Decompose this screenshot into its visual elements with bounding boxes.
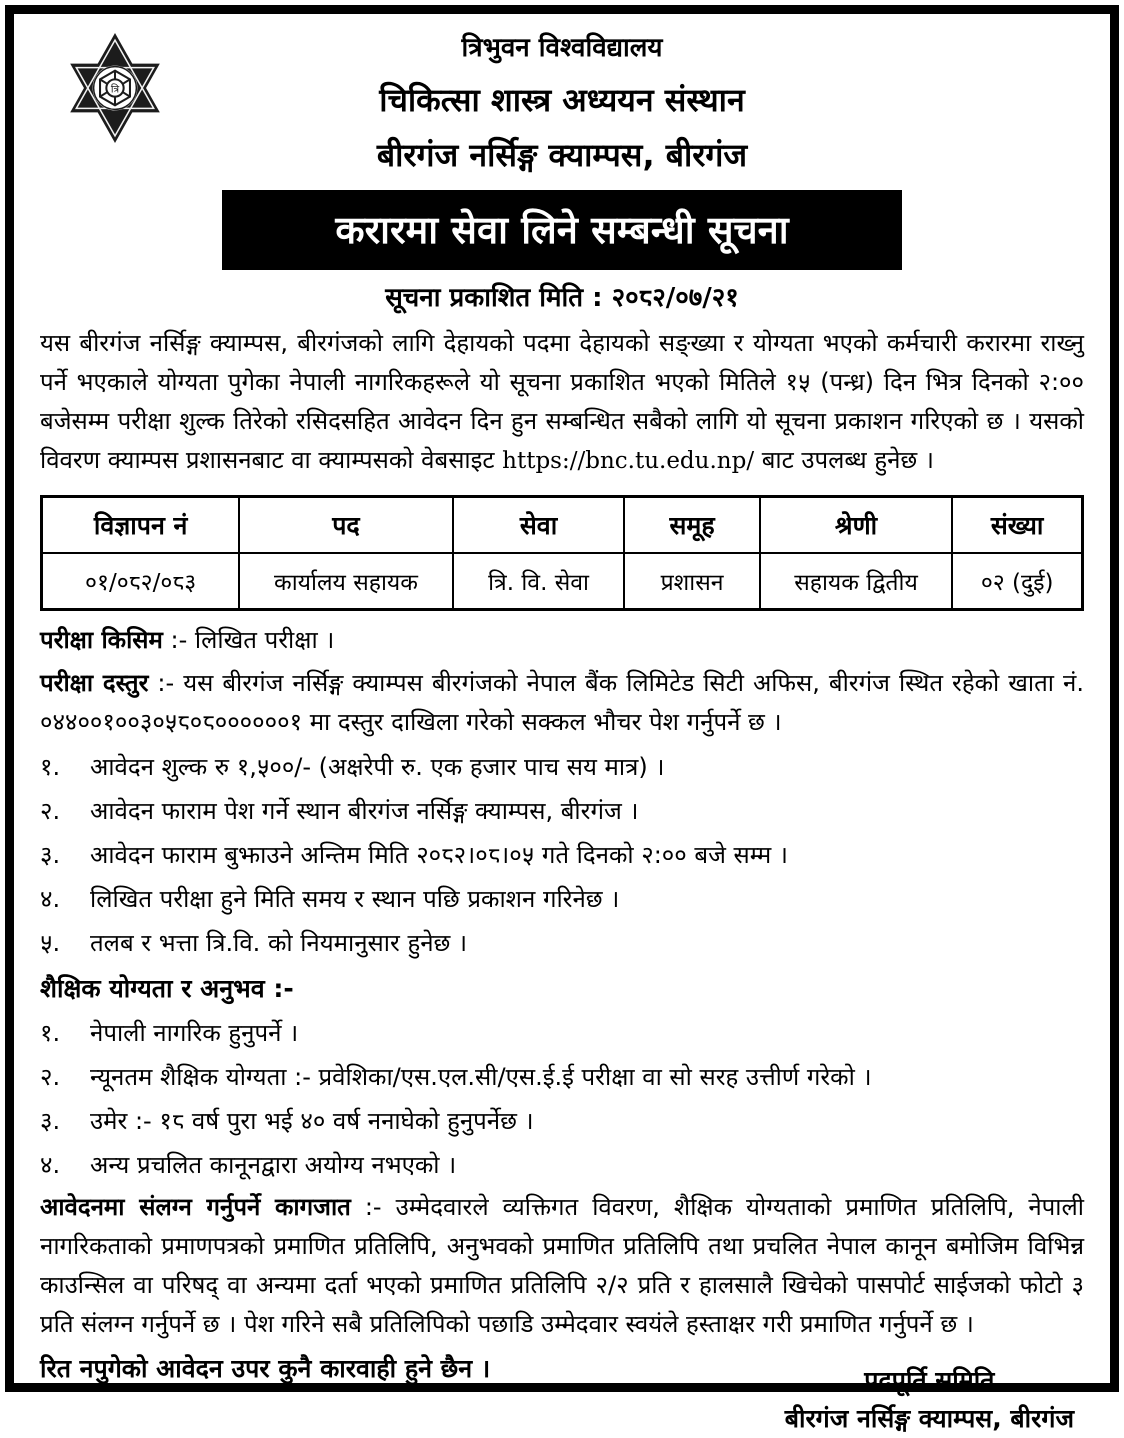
list-item [40,1146,1084,1184]
list-item [40,1102,1084,1140]
signature-campus: बीरगंज नर्सिङ्ग क्याम्पस, बीरगंज [784,1404,1074,1433]
cell-level: सहायक द्वितीय [760,553,953,610]
documents-paragraph [40,1188,1084,1344]
cell-count: ०२ (दुई) [952,553,1082,610]
list-item-number: ५. [40,929,61,957]
list-item-number: ३. [40,841,61,869]
list-item-text: तलब र भत्ता त्रि.वि. को नियमानुसार हुनेछ । [90,929,468,957]
vacancy-table [40,495,1084,611]
col-header-service: सेवा [453,497,625,554]
list-item-text: उमेर :- १८ वर्ष पुरा भई ४० वर्ष ननाघेको हुनुपर्नेछ । [90,1107,534,1135]
vacancy-table-row [42,553,1083,610]
exam-fee-separator: :- [157,669,175,697]
exam-fee-text: यस बीरगंज नर्सिङ्ग क्याम्पस बीरगंजको नेपाल बैंक लिमिटेड सिटी अफिस, बीरगंज स्थित रहेको खाता नं. ०४४००१००३०५८०८००००००१ मा दस्तुर दाखिला गरेको सक्कल भौचर पेश गर्नुपर्ने छ । [40,669,1084,736]
col-header-level: श्रेणी [760,497,953,554]
list-item-number: २. [40,1063,61,1091]
list-item-number: १. [40,753,61,781]
list-item [40,748,1084,786]
list-item-text: नेपाली नागरिक हुनुपर्ने । [90,1019,299,1047]
col-header-post: पद [239,497,452,554]
tu-emblem-logo [64,32,166,144]
list-item [40,792,1084,830]
intro-paragraph [40,324,1084,481]
no-action-statement: रित नपुगेको आवेदन उपर कुनै कारवाही हुने छैन । [40,1354,491,1383]
col-header-count: संख्या [952,497,1082,554]
qualification-heading: शैक्षिक योग्यता र अनुभव :- [40,974,294,1003]
list-item-text: आवेदन फाराम बुझाउने अन्तिम मिति २०८२।०८।०५ गते दिनको २:०० बजे सम्म । [90,841,789,869]
exam-type-text: लिखित परीक्षा । [194,626,335,654]
vacancy-table-header-row [42,497,1083,554]
list-item-text: आवेदन फाराम पेश गर्ने स्थान बीरगंज नर्सिङ्ग क्याम्पस, बीरगंज । [90,797,639,825]
notice-title: करारमा सेवा लिने सम्बन्धी सूचना [335,208,789,252]
intro-text-after-url: बाट उपलब्ध हुनेछ । [754,446,934,474]
list-item-text: लिखित परीक्षा हुने मिति समय र स्थान पछि प्रकाशन गरिनेछ । [90,885,620,913]
notice-bottom [40,1350,1084,1438]
list-item-number: ४. [40,885,61,913]
list-item-number: ४. [40,1151,61,1179]
list-item-text: न्यूनतम शैक्षिक योग्यता :- प्रवेशिका/एस.एल.सी/एस.ई.ई परीक्षा वा सो सरह उत्तीर्ण गरेको । [90,1063,872,1091]
documents-label: आवेदनमा संलग्न गर्नुपर्ने कागजात [40,1193,351,1221]
general-conditions-list [40,748,1084,962]
exam-fee-label: परीक्षा दस्तुर [40,669,149,697]
notice-page [5,5,1119,1433]
exam-type-label: परीक्षा किसिम [40,626,163,654]
signature-committee: पदपूर्ति समिति [864,1366,995,1395]
list-item-text: अन्य प्रचलित कानूनद्वारा अयोग्य नभएको । [90,1151,457,1179]
six-pointed-star-icon [64,32,166,144]
signature-block [785,1350,1074,1438]
list-item [40,1014,1084,1052]
list-item-number: १. [40,1019,61,1047]
list-item [40,836,1084,874]
university-name: त्रिभुवन विश्वविद्यालय [461,33,663,63]
exam-fee-paragraph [40,664,1084,742]
list-item [40,924,1084,962]
list-item-number: ३. [40,1107,61,1135]
campus-website-link[interactable]: https://bnc.tu.edu.np/ [502,448,755,474]
cell-service: त्रि. वि. सेवा [453,553,625,610]
cell-post: कार्यालय सहायक [239,553,452,610]
published-date-line [40,278,1084,314]
list-item [40,880,1084,918]
list-item-text: आवेदन शुल्क रु १,५००/- (अक्षरेपी रु. एक हजार पाच सय मात्र) । [90,753,665,781]
campus-name: बीरगंज नर्सिङ्ग क्याम्पस, बीरगंज [376,136,748,174]
published-date-value: २०८२/०७/२१ [611,283,739,313]
list-item-number: २. [40,797,61,825]
col-header-advert-no: विज्ञापन नं [42,497,240,554]
cell-group: प्रशासन [624,553,759,610]
exam-type-separator: :- [170,626,188,654]
documents-text: उम्मेदवारले व्यक्तिगत विवरण, शैक्षिक योग्यताको प्रमाणित प्रतिलिपि, नेपाली नागरिकताको प्रमाणपत्रको प्रमाणित प्रतिलिपि, अनुभवको प्रमाणित प्रतिलिपि तथा प्रचलित नेपाल कानून बमोजिम विभिन्न काउन्सिल वा परिषद् वा अन्यमा दर्ता भएको प्रमाणित प्रतिलिपि २/२ प्रति र हालसालै खिचेको पासपोर्ट साईजको फोटो ३ प्रति संलग्न गर्नुपर्ने छ । पेश गरिने सबै प्रतिलिपिको पछाडि उम्मेदवार स्वयंले हस्ताक्षर गरी प्रमाणित गर्नुपर्ने छ । [40,1193,1084,1338]
notice-header [40,24,1084,314]
col-header-group: समूह [624,497,759,554]
published-date-label: सूचना प्रकाशित मिति [385,283,584,313]
intro-text-before-url: यस बीरगंज नर्सिङ्ग क्याम्पस, बीरगंजको लागि देहायको पदमा देहायको सङ्ख्या र योग्यता भएको कर्मचारी करारमा राख्नु पर्ने भएकाले योग्यता पुगेका नेपाली नागरिकहरूले यो सूचना प्रकाशित भएको मितिले १५ (पन्ध्र) दिन भित्र दिनको २:०० बजेसम्म परीक्षा शुल्क तिरेको रसिदसहित आवेदन दिन हुन सम्बन्धित सबैको लागि यो सूचना प्रकाशन गरिएको छ । यसको विवरण क्याम्पस प्रशासनबाट वा क्याम्पसको वेबसाइट [40,329,1084,474]
exam-type-line [40,621,1084,660]
cell-advert-no: ०१/०८२/०८३ [42,553,240,610]
list-item [40,1058,1084,1096]
institute-name: चिकित्सा शास्त्र अध्ययन संस्थान [379,81,745,119]
published-date-separator: : [592,283,603,313]
emblem-center-glyph: त्रि [110,84,120,96]
documents-separator: :- [364,1193,382,1221]
qualification-list [40,1014,1084,1184]
notice-title-banner [222,190,902,270]
